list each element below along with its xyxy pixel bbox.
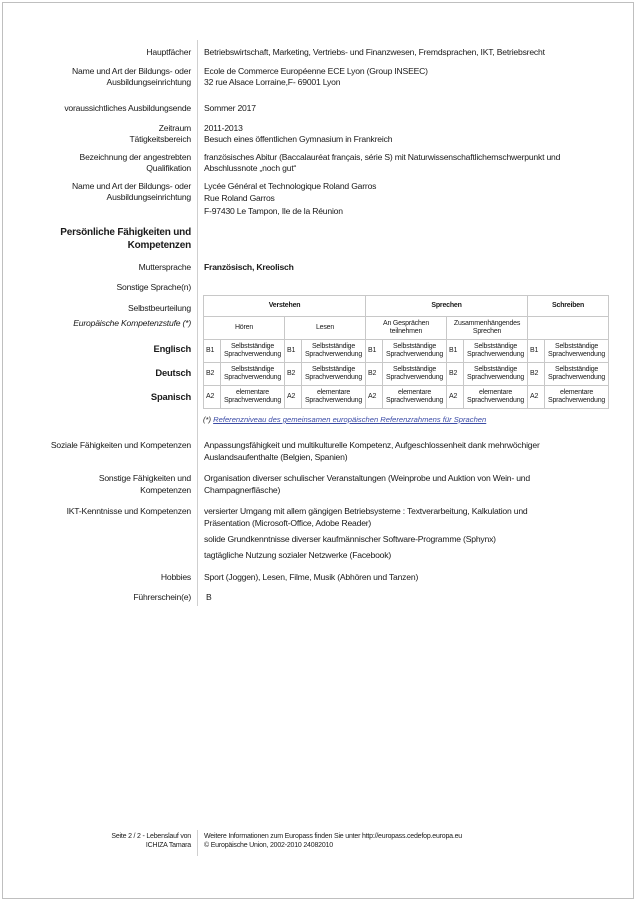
column-divider xyxy=(197,40,198,606)
label-muttersprache: Muttersprache xyxy=(138,262,191,272)
label-selbstbeurteilung: Selbstbeurteilung xyxy=(127,303,191,313)
desc-cell: Selbstständige Sprachverwendung xyxy=(221,363,285,386)
section-title-line2: Kompetenzen xyxy=(127,240,191,251)
reference-note xyxy=(203,415,486,424)
value-sonstige-a: Organisation diverser schulischer Veranstaltungen (Weinprobe und Auktion von Wein- und xyxy=(204,473,530,483)
footer-page: Seite 2 / 2 - Lebenslauf von xyxy=(111,833,191,840)
value-fuehrerschein: B xyxy=(206,592,212,602)
value-muttersprache: Französisch, Kreolisch xyxy=(204,262,294,272)
value-ikt-a: versierter Umgang mit allem gängigen Betriebsysteme : Textverarbeitung, Kalkulation und xyxy=(204,506,528,516)
level-cell: B1 xyxy=(447,340,464,363)
desc-cell: Selbstständige Sprachverwendung xyxy=(383,340,447,363)
desc-cell: elementare Sprachverwendung xyxy=(302,386,366,409)
language-name-spanisch: Spanisch xyxy=(150,391,191,402)
value-hobbies: Sport (Joggen), Lesen, Filme, Musik (Abhören und Tanzen) xyxy=(204,572,419,582)
level-cell: B2 xyxy=(366,363,383,386)
label-einrichtung-1b: Ausbildungseinrichtung xyxy=(106,77,191,87)
label-zeitraum: Zeitraum xyxy=(158,123,191,133)
label-einrichtung-2b: Ausbildungseinrichtung xyxy=(106,192,191,202)
note-prefix: (*) xyxy=(203,415,214,424)
level-cell: B2 xyxy=(204,363,221,386)
value-qualifikation-b: Abschlussnote „noch gut“ xyxy=(204,163,297,173)
footer-right xyxy=(204,832,604,850)
desc-cell: elementare Sprachverwendung xyxy=(545,386,609,409)
level-cell: A2 xyxy=(285,386,302,409)
subheader-lesen: Lesen xyxy=(285,317,366,340)
header-schreiben: Schreiben xyxy=(528,296,609,317)
footer-name: ICHIZA Tamara xyxy=(145,842,191,849)
label-fuehrerschein: Führerschein(e) xyxy=(133,592,191,602)
label-hauptfaecher: Hauptfächer xyxy=(146,47,191,57)
level-cell: A2 xyxy=(366,386,383,409)
level-cell: A2 xyxy=(204,386,221,409)
label-sonstige-sprachen: Sonstige Sprache(n) xyxy=(116,282,191,292)
footer-left xyxy=(20,832,191,850)
subheader-hoeren: Hören xyxy=(204,317,285,340)
value-einrichtung-2c: F-97430 Le Tampon, Ile de la Réunion xyxy=(204,206,343,216)
level-cell: B1 xyxy=(204,340,221,363)
footer-divider xyxy=(197,830,198,856)
desc-cell: Selbstständige Sprachverwendung xyxy=(221,340,285,363)
subheader-schreiben xyxy=(528,317,609,340)
level-cell: B2 xyxy=(285,363,302,386)
subheader-gespraeche: An Gesprächen teilnehmen xyxy=(366,317,447,340)
desc-cell: Selbstständige Sprachverwendung xyxy=(545,340,609,363)
table-row xyxy=(204,363,609,386)
value-einrichtung-1a: Ecole de Commerce Européenne ECE Lyon (Group INSEEC) xyxy=(204,66,428,76)
language-name-deutsch: Deutsch xyxy=(155,367,191,378)
table-row xyxy=(204,386,609,409)
desc-cell: Selbstständige Sprachverwendung xyxy=(302,363,366,386)
value-einrichtung-2a: Lycée Général et Technologique Roland Garros xyxy=(204,181,377,191)
level-cell: B2 xyxy=(447,363,464,386)
level-cell: B1 xyxy=(366,340,383,363)
language-name-englisch: Englisch xyxy=(153,343,191,354)
reference-link[interactable]: Referenzniveau des gemeinsamen europäischen Referenzrahmens für Sprachen xyxy=(213,415,487,424)
label-qualifikation-b: Qualifikation xyxy=(146,163,191,173)
label-einrichtung-1a: Name und Art der Bildungs- oder xyxy=(72,66,191,76)
label-kompetenzstufe: Europäische Kompetenzstufe (*) xyxy=(73,318,191,328)
label-soziale: Soziale Fähigkeiten und Kompetenzen xyxy=(50,440,191,450)
level-cell: B1 xyxy=(528,340,545,363)
footer-info: Weitere Informationen zum Europass finden Sie unter http://europass.cedefop.europa.eu xyxy=(204,833,462,840)
value-hauptfaecher: Betriebswirtschaft, Marketing, Vertriebs- und Finanzwesen, Fremdsprachen, IKT, Betriebsrecht xyxy=(204,47,545,57)
label-hobbies: Hobbies xyxy=(160,572,191,582)
value-taetigkeit: Besuch eines öffentlichen Gymnasium in Frankreich xyxy=(204,134,393,144)
subheader-zusammenhaengend: Zusammenhängendes Sprechen xyxy=(447,317,528,340)
table-row xyxy=(204,340,609,363)
value-ausbildungsende: Sommer 2017 xyxy=(204,103,256,113)
level-cell: B2 xyxy=(528,363,545,386)
label-ikt: IKT-Kenntnisse und Kompetenzen xyxy=(66,506,191,516)
label-sonstige-a: Sonstige Fähigkeiten und xyxy=(98,473,191,483)
label-ausbildungsende: voraussichtliches Ausbildungsende xyxy=(64,103,191,113)
language-table xyxy=(203,295,609,409)
level-cell: A2 xyxy=(447,386,464,409)
desc-cell: Selbstständige Sprachverwendung xyxy=(464,340,528,363)
desc-cell: elementare Sprachverwendung xyxy=(464,386,528,409)
value-qualifikation-a: französisches Abitur (Baccalauréat français, série S) mit Naturwissenschaftlichemschwerpunkt und xyxy=(204,152,561,162)
desc-cell: Selbstständige Sprachverwendung xyxy=(545,363,609,386)
value-soziale-b: Auslandsaufenthalte (Belgien, Spanien) xyxy=(204,452,348,462)
value-einrichtung-1b: 32 rue Alsace Lorraine,F- 69001 Lyon xyxy=(204,77,341,87)
value-ikt-d: tagtägliche Nutzung sozialer Netzwerke (Facebook) xyxy=(204,550,391,560)
value-ikt-c: solide Grundkenntnisse diverser kaufmännischer Software-Programme (Sphynx) xyxy=(204,534,496,544)
label-sonstige-b: Kompetenzen xyxy=(140,485,191,495)
value-sonstige-b: Champagnerfläsche) xyxy=(204,485,281,495)
value-ikt-b: Präsentation (Microsoft-Office, Adobe Reader) xyxy=(204,518,372,528)
label-einrichtung-2a: Name und Art der Bildungs- oder xyxy=(72,181,191,191)
desc-cell: Selbstständige Sprachverwendung xyxy=(383,363,447,386)
label-qualifikation-a: Bezeichnung der angestrebten xyxy=(79,152,191,162)
level-cell: B1 xyxy=(285,340,302,363)
section-title-line1: Persönliche Fähigkeiten und xyxy=(60,227,191,238)
desc-cell: Selbstständige Sprachverwendung xyxy=(302,340,366,363)
level-cell: A2 xyxy=(528,386,545,409)
label-taetigkeit: Tätigkeitsbereich xyxy=(129,134,191,144)
footer-copyright: © Europäische Union, 2002-2010 24082010 xyxy=(204,842,333,849)
header-sprechen: Sprechen xyxy=(366,296,528,317)
desc-cell: elementare Sprachverwendung xyxy=(383,386,447,409)
desc-cell: elementare Sprachverwendung xyxy=(221,386,285,409)
desc-cell: Selbstständige Sprachverwendung xyxy=(464,363,528,386)
value-soziale-a: Anpassungsfähigkeit und multikulturelle Kompetenz, Aufgeschlossenheit dank mehrwöchiger xyxy=(204,440,540,450)
header-verstehen: Verstehen xyxy=(204,296,366,317)
value-zeitraum: 2011-2013 xyxy=(204,123,243,133)
value-einrichtung-2b: Rue Roland Garros xyxy=(204,193,275,203)
